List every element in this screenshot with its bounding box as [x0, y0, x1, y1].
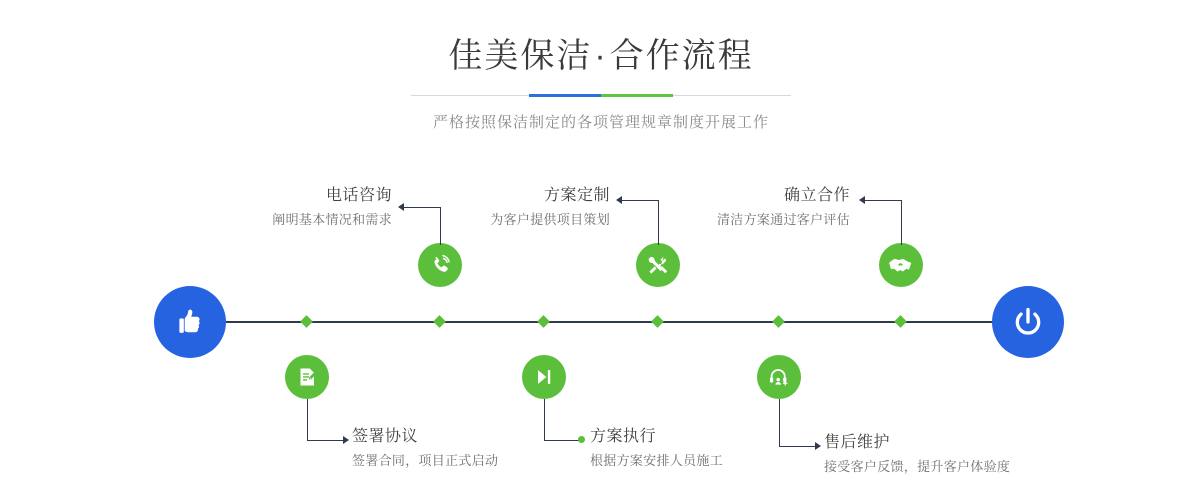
phone-icon [428, 253, 452, 277]
step-title-2: 签署协议 [352, 428, 419, 445]
document-edit-icon [295, 365, 319, 389]
step-desc-5: 清洁方案通过客户评估 [716, 212, 850, 227]
step-marker-3 [651, 315, 664, 328]
step-marker-5 [894, 315, 907, 328]
step-connector-5-horizontal [865, 200, 901, 201]
step-arrow-2 [343, 436, 349, 444]
step-node-4[interactable] [522, 355, 566, 399]
play-end-icon [533, 366, 555, 388]
step-desc-6: 接受客户反馈，提升客户体验度 [824, 459, 1011, 474]
timeline-end-node[interactable] [992, 286, 1064, 358]
step-marker-4 [537, 315, 550, 328]
step-title-6: 售后维护 [824, 434, 891, 451]
step-connector-6-horizontal [779, 446, 815, 447]
step-connector-4-vertical [544, 399, 545, 440]
step-connector-2-horizontal [307, 440, 343, 441]
page-title-separator: · [594, 37, 608, 75]
timeline-start-node[interactable] [154, 286, 226, 358]
step-title-3: 方案定制 [543, 187, 610, 204]
step-node-5[interactable] [879, 243, 923, 287]
step-connector-5-vertical [901, 200, 902, 245]
step-desc-2: 签署合同，项目正式启动 [352, 453, 499, 468]
step-marker-6 [772, 315, 785, 328]
step-marker-2 [300, 315, 313, 328]
step-arrow-4 [578, 436, 585, 443]
headset-support-icon [767, 365, 791, 389]
step-label-5 [620, 186, 850, 230]
step-title-4: 方案执行 [590, 428, 657, 445]
step-title-1: 电话咨询 [325, 187, 392, 204]
step-desc-1: 阐明基本情况和需求 [272, 212, 392, 227]
step-desc-3: 为客户提供项目策划 [490, 212, 610, 227]
page-subtitle: 严格按照保洁制定的各项管理规章制度开展工作 [432, 114, 769, 131]
power-icon [1009, 303, 1047, 341]
step-connector-6-vertical [779, 399, 780, 446]
step-label-1 [152, 186, 392, 230]
step-label-4 [590, 427, 850, 471]
step-connector-4-horizontal [544, 440, 580, 441]
step-title-5: 确立合作 [783, 187, 850, 204]
step-label-2 [352, 427, 612, 471]
step-connector-2-vertical [307, 399, 308, 440]
tools-icon [646, 253, 670, 277]
step-node-2[interactable] [285, 355, 329, 399]
thumbs-up-icon [173, 305, 207, 339]
handshake-icon [888, 252, 914, 278]
step-node-6[interactable] [757, 355, 801, 399]
step-arrow-5 [859, 196, 865, 204]
step-node-3[interactable] [636, 243, 680, 287]
step-marker-1 [433, 315, 446, 328]
step-label-6 [824, 433, 1124, 477]
page-title-sub: 合作流程 [609, 37, 754, 75]
page-title-main: 佳美保洁 [448, 37, 593, 75]
step-arrow-6 [815, 442, 821, 450]
step-node-1[interactable] [418, 243, 462, 287]
step-label-3 [380, 186, 610, 230]
step-desc-4: 根据方案安排人员施工 [590, 453, 724, 468]
